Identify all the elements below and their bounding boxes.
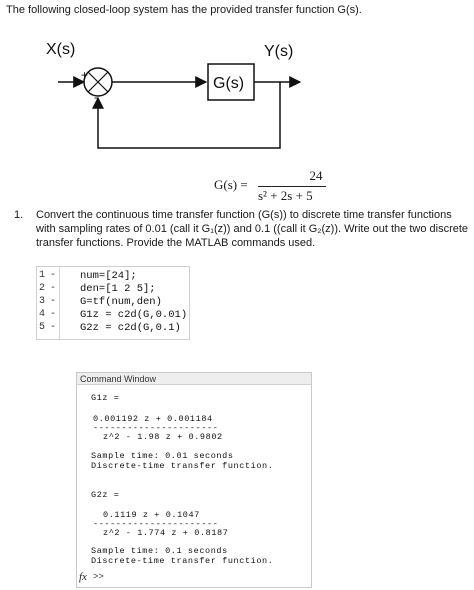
tf-numerator: 24 bbox=[309, 168, 323, 183]
line-number: 4 bbox=[39, 309, 46, 320]
g1-header: G1z = bbox=[91, 393, 120, 403]
command-prompt[interactable]: >> bbox=[93, 572, 104, 582]
line-dash: - bbox=[50, 296, 57, 307]
question-number: 1. bbox=[14, 209, 24, 221]
code-line[interactable]: G=tf(num,den) bbox=[80, 296, 162, 308]
output-label: Y(s) bbox=[264, 43, 294, 60]
fx-icon[interactable]: fx bbox=[79, 571, 87, 583]
g2-header: G2z = bbox=[91, 490, 120, 500]
tf-lhs: G(s) = bbox=[214, 177, 248, 192]
code-line[interactable]: G1z = c2d(G,0.01) bbox=[80, 309, 188, 321]
line-number: 2 bbox=[39, 283, 46, 294]
g2-divider: ---------------------- bbox=[93, 519, 219, 529]
g2-sample-time: Sample time: 0.1 seconds bbox=[91, 546, 228, 556]
line-number: 5 bbox=[39, 322, 46, 333]
line-number: 3 bbox=[39, 296, 46, 307]
g1-numerator: 0.001192 z + 0.001184 bbox=[93, 414, 213, 424]
matlab-editor bbox=[36, 266, 190, 340]
command-window-title: Command Window bbox=[77, 373, 311, 385]
tf-fraction-bar bbox=[258, 186, 326, 187]
question-text: Convert the continuous time transfer function (G(s)) to discrete time transfer functions with sampling rates of 0.01 (call it G₁(z)) and 0.1 ((call it G₂(z)). Write out the two discrete transfer functions. Provide the MATLAB commands used. bbox=[36, 209, 469, 249]
line-number: 1 bbox=[39, 270, 46, 281]
line-dash: - bbox=[50, 270, 57, 281]
gs-block-label: G(s) bbox=[213, 75, 245, 92]
code-line[interactable]: num=[24]; bbox=[80, 270, 137, 282]
block-diagram bbox=[0, 0, 474, 160]
g1-divider: ---------------------- bbox=[93, 423, 219, 433]
plus-sign: + bbox=[81, 68, 89, 82]
input-label: X(s) bbox=[46, 41, 76, 58]
g2-numerator: 0.1119 z + 0.1047 bbox=[103, 510, 200, 520]
g2-kind: Discrete-time transfer function. bbox=[91, 556, 274, 566]
tf-denominator: s² + 2s + 5 bbox=[258, 188, 313, 203]
intro-text: The following closed-loop system has the provided transfer function G(s). bbox=[6, 4, 362, 16]
line-dash: - bbox=[50, 309, 57, 320]
line-dash: - bbox=[50, 322, 57, 333]
g2-denominator: z^2 - 1.774 z + 0.8187 bbox=[103, 528, 229, 538]
line-dash: - bbox=[50, 283, 57, 294]
minus-sign: - bbox=[94, 90, 98, 104]
g1-sample-time: Sample time: 0.01 seconds bbox=[91, 451, 234, 461]
g1-denominator: z^2 - 1.98 z + 0.9802 bbox=[103, 432, 223, 442]
command-window[interactable] bbox=[76, 372, 312, 588]
code-line[interactable]: G2z = c2d(G,0.1) bbox=[80, 322, 181, 334]
g1-kind: Discrete-time transfer function. bbox=[91, 461, 274, 471]
code-line[interactable]: den=[1 2 5]; bbox=[80, 283, 156, 295]
